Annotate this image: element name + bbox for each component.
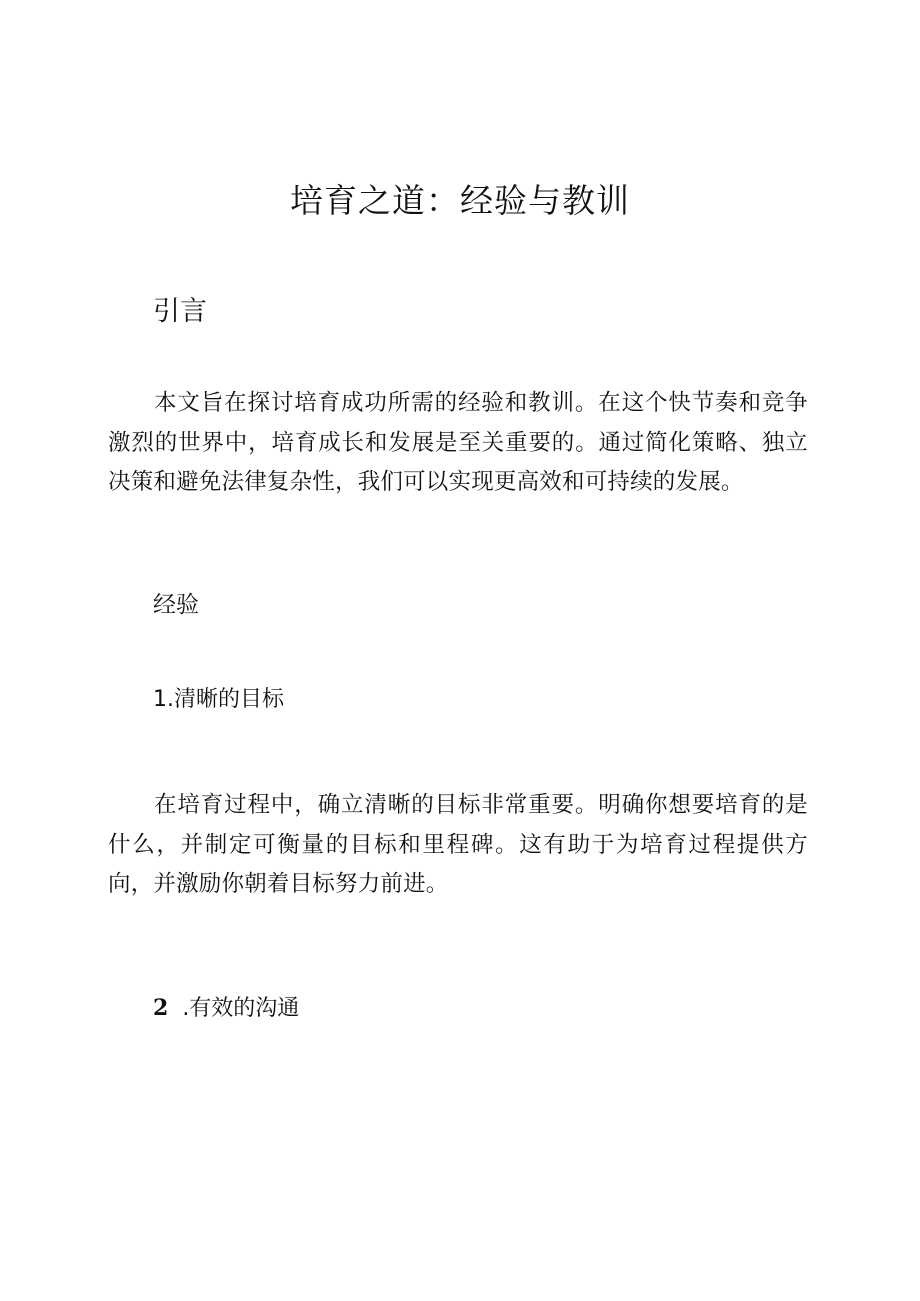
section-heading-text: .有效的沟通 [182, 996, 300, 1021]
intro-paragraph: 本文旨在探讨培育成功所需的经验和教训。在这个快节奏和竞争激烈的世界中，培育成长和发展是至关重要的。通过简化策略、独立决策和避免法律复杂性，我们可以实现更高效和可持续的发展。 [108, 390, 808, 495]
clear-goals-heading: 1.清晰的目标 [153, 687, 284, 712]
intro-heading: 引言 [153, 296, 207, 327]
experience-heading: 经验 [153, 592, 199, 618]
section-number: 2 [153, 995, 169, 1021]
effective-communication-heading [153, 991, 299, 1026]
document-title: 培育之道：经验与教训 [290, 181, 630, 220]
clear-goals-paragraph: 在培育过程中，确立清晰的目标非常重要。明确你想要培育的是什么，并制定可衡量的目标和里程碑。这有助于为培育过程提供方向，并激励你朝着目标努力前进。 [108, 792, 808, 897]
